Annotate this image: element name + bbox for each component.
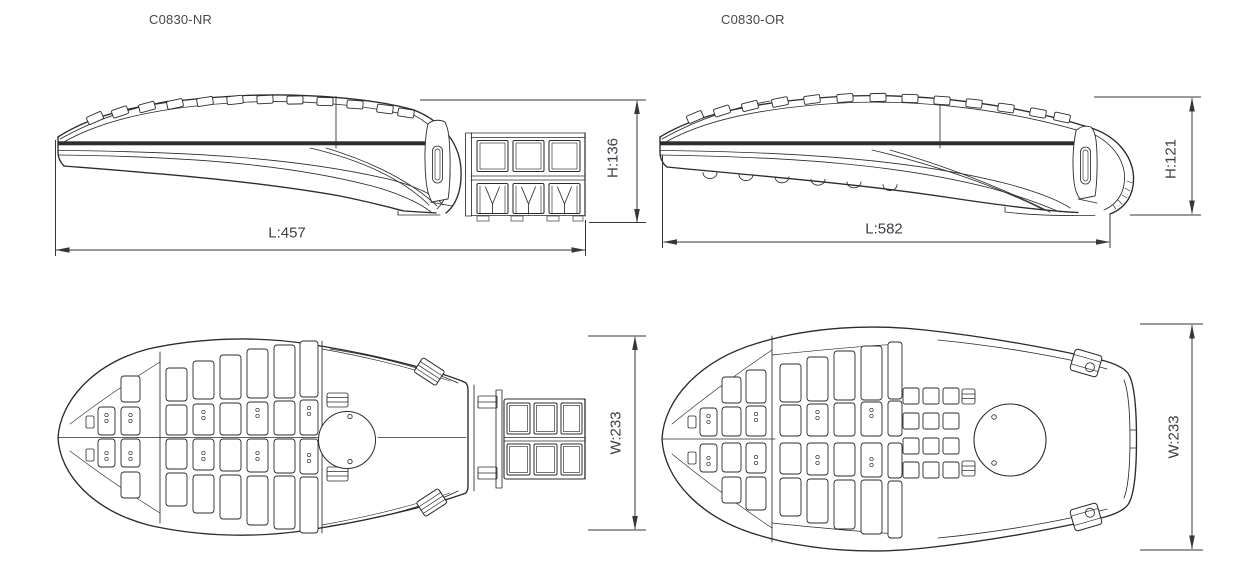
or-clip-top (1070, 349, 1103, 378)
nr-bottom-bracket-grid (504, 399, 585, 479)
nr-clip-top (414, 357, 445, 385)
or-clip-bottom (1070, 503, 1103, 532)
nr-mounting-bracket (466, 133, 586, 221)
dimension-label-nr-width: W:233 (607, 411, 625, 455)
dimension-label-or-width: W:233 (1165, 415, 1183, 459)
dimension-label-or-length: L:582 (865, 220, 903, 238)
nr-side-dimensions (56, 100, 647, 256)
dimension-label-or-height: H:121 (1162, 138, 1180, 180)
or-side-view-drawing (660, 93, 1201, 248)
model-label-nr: C0830-NR (149, 12, 213, 27)
nr-side-view-drawing (56, 95, 647, 256)
nr-bottom-view-drawing (58, 336, 646, 535)
or-bottom-view-drawing (662, 324, 1203, 551)
model-label-or: C0830-OR (721, 12, 785, 27)
dimension-label-nr-length: L:457 (268, 224, 306, 242)
or-tail-grid (903, 388, 975, 478)
dimension-label-nr-height: H:136 (604, 137, 622, 179)
nr-clip-bottom (416, 488, 447, 516)
or-side-dimensions (663, 97, 1202, 248)
nr-fin-array (86, 341, 318, 533)
or-fin-array (688, 342, 902, 538)
